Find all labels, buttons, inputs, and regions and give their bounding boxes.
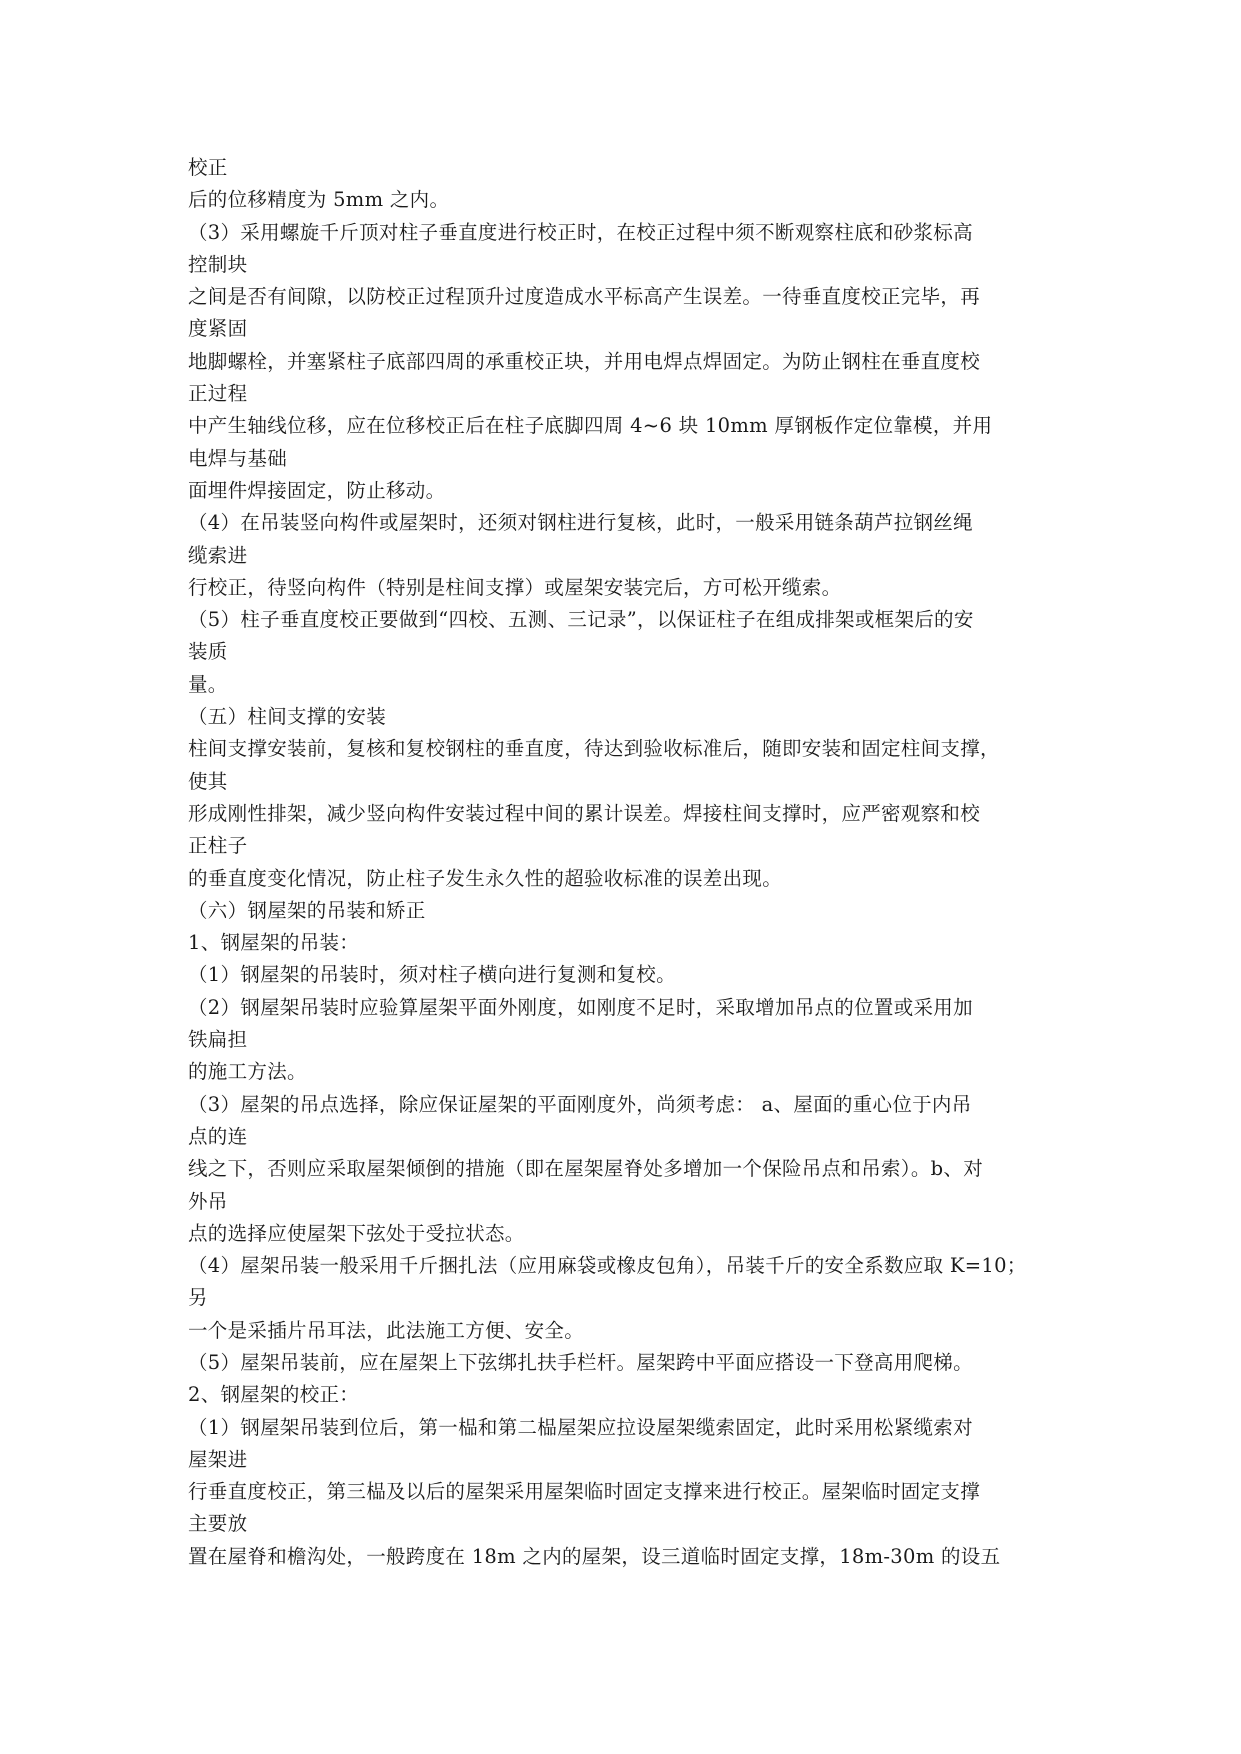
text-line: 点的选择应使屋架下弦处于受拉状态。 bbox=[188, 1221, 525, 1245]
text-line: 置在屋脊和檐沟处，一般跨度在 18m 之内的屋架，设三道临时固定支撑，18m-30m 的设五 bbox=[188, 1544, 1001, 1568]
text-line: 电焊与基础 bbox=[188, 446, 288, 470]
text-line: 度紧固 bbox=[188, 317, 248, 341]
text-line: （2）钢屋架吊装时应验算屋架平面外刚度，如刚度不足时，采取增加吊点的位置或采用加 bbox=[188, 995, 973, 1019]
text-line: 外吊 bbox=[188, 1189, 228, 1213]
text-line: 后的位移精度为 5mm 之内。 bbox=[188, 188, 450, 212]
text-line: 中产生轴线位移，应在位移校正后在柱子底脚四周 4~6 块 10mm 厚钢板作定位靠模，并用 bbox=[188, 414, 993, 438]
text-line: 形成刚性排架，减少竖向构件安装过程中间的累计误差。焊接柱间支撑时，应严密观察和校 bbox=[188, 801, 981, 825]
text-line: 正过程 bbox=[188, 382, 248, 406]
text-line: （4）屋架吊装一般采用千斤捆扎法（应用麻袋或橡皮包角），吊装千斤的安全系数应取 K=10； bbox=[188, 1254, 1027, 1278]
text-line: 1、钢屋架的吊装： bbox=[188, 931, 360, 955]
text-line: （1）钢屋架的吊装时，须对柱子横向进行复测和复校。 bbox=[188, 963, 676, 987]
text-line: （3）采用螺旋千斤顶对柱子垂直度进行校正时，在校正过程中须不断观察柱底和砂浆标高 bbox=[188, 220, 973, 244]
text-line: （5）屋架吊装前，应在屋架上下弦绑扎扶手栏杆。屋架跨中平面应搭设一下登高用爬梯。 bbox=[188, 1350, 973, 1374]
text-line: （1）钢屋架吊装到位后，第一榀和第二榀屋架应拉设屋架缆索固定，此时采用松紧缆索对 bbox=[188, 1415, 973, 1439]
text-line: 主要放 bbox=[188, 1512, 248, 1536]
text-line: 2、钢屋架的校正： bbox=[188, 1383, 360, 1407]
text-line: 线之下，否则应采取屋架倾倒的措施（即在屋架屋脊处多增加一个保险吊点和吊索）。b、对 bbox=[188, 1157, 984, 1181]
text-line: 屋架进 bbox=[188, 1447, 248, 1471]
text-line: 量。 bbox=[188, 672, 228, 696]
text-line: （六）钢屋架的吊装和矫正 bbox=[188, 898, 426, 922]
text-line: （5）柱子垂直度校正要做到“四校、五测、三记录”，以保证柱子在组成排架或框架后的安 bbox=[188, 608, 974, 632]
text-line: 的垂直度变化情况，防止柱子发生永久性的超验收标准的误差出现。 bbox=[188, 866, 783, 890]
text-line: 之间是否有间隙，以防校正过程顶升过度造成水平标高产生误差。一待垂直度校正完毕，再 bbox=[188, 285, 981, 309]
text-line: （3）屋架的吊点选择，除应保证屋架的平面刚度外，尚须考虑： a、屋面的重心位于内吊 bbox=[188, 1092, 972, 1116]
text-line: 校正 bbox=[188, 156, 228, 179]
text-line: 另 bbox=[188, 1286, 208, 1310]
text-line: 正柱子 bbox=[188, 834, 248, 858]
text-line: 的施工方法。 bbox=[188, 1060, 307, 1084]
text-line: 行校正，待竖向构件（特别是柱间支撑）或屋架安装完后，方可松开缆索。 bbox=[188, 575, 842, 599]
text-line: 柱间支撑安装前，复核和复校钢柱的垂直度，待达到验收标准后，随即安装和固定柱间支撑， bbox=[188, 737, 1000, 761]
text-line: 点的连 bbox=[188, 1124, 248, 1148]
text-line: 面埋件焊接固定，防止移动。 bbox=[188, 478, 446, 502]
text-line: （4）在吊装竖向构件或屋架时，还须对钢柱进行复核，此时，一般采用链条葫芦拉钢丝绳 bbox=[188, 511, 973, 535]
text-line: 使其 bbox=[188, 769, 228, 793]
text-line: 行垂直度校正，第三榀及以后的屋架采用屋架临时固定支撑来进行校正。屋架临时固定支撑 bbox=[188, 1480, 981, 1504]
text-line: 铁扁担 bbox=[188, 1028, 248, 1052]
body-text bbox=[188, 152, 1068, 1573]
text-line: （五）柱间支撑的安装 bbox=[188, 705, 387, 729]
text-line: 一个是采插片吊耳法，此法施工方便、安全。 bbox=[188, 1318, 585, 1342]
text-line: 控制块 bbox=[188, 252, 248, 276]
text-line: 装质 bbox=[188, 640, 228, 664]
text-line: 缆索进 bbox=[188, 543, 248, 567]
text-line: 地脚螺栓，并塞紧柱子底部四周的承重校正块，并用电焊点焊固定。为防止钢柱在垂直度校 bbox=[188, 349, 981, 373]
